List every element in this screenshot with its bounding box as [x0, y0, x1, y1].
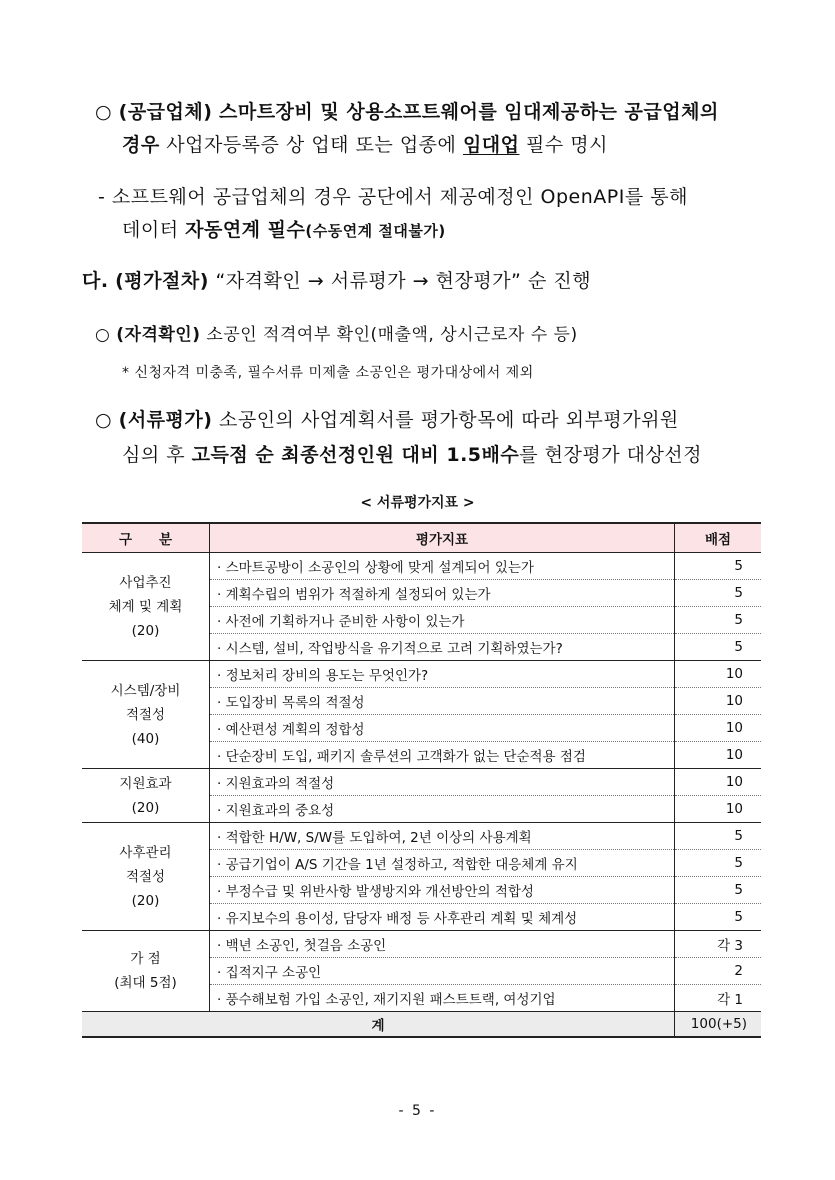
text-auto-link: 자동연계 필수 — [185, 219, 306, 241]
indicator-cell: · 백년 소공인, 첫걸음 소공인 — [210, 931, 675, 958]
indicator-cell: · 단순장비 도입, 패키지 솔루션의 고객화가 없는 단순적용 점검 — [210, 742, 675, 769]
text-qualification: 소공인 적격여부 확인(매출액, 상시근로자 수 등) — [206, 325, 578, 345]
table-row — [82, 553, 761, 580]
score-cell: 10 — [675, 769, 762, 796]
indicator-cell: · 시스템, 설비, 작업방식을 유기적으로 고려 기획하였는가? — [210, 634, 675, 661]
score-cell: 10 — [675, 715, 762, 742]
note-qualification: * 신청자격 미충족, 필수서류 미제출 소공인은 평가대상에서 제외 — [122, 365, 534, 381]
text-supplier-bold: 스마트장비 및 상용소프트웨어를 임대제공하는 공급업체의 — [218, 101, 719, 123]
score-cell: 5 — [675, 823, 762, 850]
indicator-cell: · 사전에 기획하거나 준비한 사항이 있는가 — [210, 607, 675, 634]
label-document: (서류평가) — [118, 409, 213, 431]
score-cell: 5 — [675, 634, 762, 661]
text-review: 심의 후 — [122, 444, 186, 466]
header-score: 배점 — [675, 523, 762, 553]
indicator-cell: · 정보처리 장비의 용도는 무엇인가? — [210, 661, 675, 688]
category-name: 사업추진 — [119, 574, 172, 591]
text-manual-forbidden: (수동연계 절대불가) — [305, 222, 446, 240]
label-qualification: (자격확인) — [116, 325, 201, 345]
dash-marker: - — [98, 186, 106, 208]
paragraph-supplier-line2 — [122, 130, 608, 157]
indicator-cell: · 적합한 H/W, S/W를 도입하여, 2년 이상의 사용계획 — [210, 823, 675, 850]
total-label: 계 — [82, 1012, 675, 1038]
header-category: 구 분 — [82, 523, 210, 553]
category-cell — [82, 823, 210, 931]
category-cell — [82, 661, 210, 769]
category-name: 적절성 — [125, 868, 166, 885]
indicator-cell: · 부정수급 및 위반사항 발생방지와 개선방안의 적합성 — [210, 877, 675, 904]
category-points: (최대 5점) — [114, 975, 177, 991]
score-cell: 10 — [675, 688, 762, 715]
category-cell — [82, 769, 210, 823]
indicator-cell: · 예산편성 계획의 정합성 — [210, 715, 675, 742]
total-score: 100(+5) — [675, 1012, 762, 1038]
category-points: (20) — [131, 799, 160, 816]
score-cell: 5 — [675, 580, 762, 607]
score-cell: 10 — [675, 742, 762, 769]
category-name: 가 점 — [130, 951, 161, 967]
bullet-circle: ○ — [95, 409, 113, 431]
page-number: - 5 - — [398, 1103, 437, 1119]
paragraph-qualification — [95, 320, 578, 345]
total-row — [82, 1012, 761, 1038]
paragraph-procedure — [82, 266, 591, 293]
indicator-cell: · 도입장비 목록의 적절성 — [210, 688, 675, 715]
text-case-bold: 경우 — [122, 134, 160, 156]
bullet-circle: ○ — [95, 325, 111, 345]
text-high-score: 고득점 순 최종선정인원 대비 1.5배수 — [191, 444, 520, 466]
text-procedure: “자격확인 → 서류평가 → 현장평가” 순 진행 — [215, 270, 592, 292]
table-caption: < 서류평가지표 > — [360, 495, 475, 511]
table-row — [82, 661, 761, 688]
paragraph-document-line1 — [95, 405, 679, 432]
text-registration: 사업자등록증 상 업태 또는 업종에 — [166, 134, 457, 156]
paragraph-software-line2 — [122, 215, 446, 242]
text-onsite: 를 현장평가 대상선정 — [519, 444, 702, 466]
table-header-row — [82, 523, 761, 553]
score-cell: 각 3 — [675, 931, 762, 958]
score-cell: 5 — [675, 553, 762, 580]
indicator-cell: · 지원효과의 적절성 — [210, 769, 675, 796]
category-points: (40) — [131, 730, 160, 747]
prefix-da: 다. — [82, 270, 109, 292]
category-name: 체계 및 계획 — [108, 598, 183, 615]
category-cell — [82, 553, 210, 661]
text-document: 소공인의 사업계획서를 평가항목에 따라 외부평가위원 — [218, 409, 679, 431]
table-row — [82, 769, 761, 796]
indicator-cell: · 유지보수의 용이성, 담당자 배정 등 사후관리 계획 및 체계성 — [210, 904, 675, 931]
score-cell: 5 — [675, 850, 762, 877]
text-data: 데이터 — [122, 219, 179, 241]
evaluation-table — [82, 522, 761, 1038]
category-cell — [82, 931, 210, 1012]
score-cell: 2 — [675, 958, 762, 985]
category-points: (20) — [131, 892, 160, 909]
indicator-cell: · 계획수립의 범위가 적절하게 설정되어 있는가 — [210, 580, 675, 607]
score-cell: 5 — [675, 607, 762, 634]
table-row — [82, 931, 761, 958]
indicator-cell: · 공급기업이 A/S 기간을 1년 설정하고, 적합한 대응체계 유지 — [210, 850, 675, 877]
category-name: 사후관리 — [119, 844, 172, 861]
indicator-cell: · 지원효과의 중요성 — [210, 796, 675, 823]
indicator-cell: · 집적지구 소공인 — [210, 958, 675, 985]
score-cell: 각 1 — [675, 985, 762, 1012]
category-name: 적절성 — [125, 706, 166, 723]
label-supplier: (공급업체) — [118, 101, 213, 123]
score-cell: 5 — [675, 904, 762, 931]
indicator-cell: · 풍수해보험 가입 소공인, 재기지원 패스트트랙, 여성기업 — [210, 985, 675, 1012]
header-indicator: 평가지표 — [210, 523, 675, 553]
paragraph-software-line1 — [98, 182, 688, 209]
paragraph-supplier-line1 — [95, 97, 719, 124]
score-cell: 5 — [675, 877, 762, 904]
category-points: (20) — [131, 622, 160, 639]
indicator-cell: · 스마트공방이 소공인의 상황에 맞게 설계되어 있는가 — [210, 553, 675, 580]
bullet-circle: ○ — [95, 101, 113, 123]
category-name: 시스템/장비 — [110, 682, 181, 699]
paragraph-document-line2 — [122, 440, 702, 467]
label-procedure: (평가절차) — [115, 270, 209, 292]
text-required: 필수 명시 — [526, 134, 609, 156]
category-name: 지원효과 — [119, 775, 172, 792]
text-rental-underline: 임대업 — [462, 134, 520, 156]
score-cell: 10 — [675, 796, 762, 823]
table-row — [82, 823, 761, 850]
score-cell: 10 — [675, 661, 762, 688]
text-software: 소프트웨어 공급업체의 경우 공단에서 제공예정인 OpenAPI를 통해 — [111, 186, 688, 208]
